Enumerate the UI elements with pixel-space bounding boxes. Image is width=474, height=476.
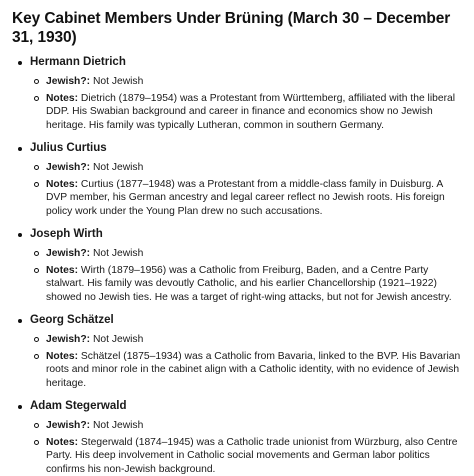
- jewish-status: [30, 247, 466, 261]
- jewish-value: Not Jewish: [93, 76, 143, 87]
- jewish-status: [30, 75, 466, 89]
- notes-label: Notes:: [46, 437, 78, 448]
- member-details: [30, 333, 466, 390]
- notes-text: Stegerwald (1874–1945) was a Catholic trade unionist from Würzburg, also Centre Party. His deep involvement in Catholic social movements and German labor politics confirms his non-Jewish background.: [46, 437, 458, 475]
- member-name: Adam Stegerwald: [30, 399, 466, 414]
- jewish-status: [30, 419, 466, 433]
- jewish-label: Jewish?:: [46, 76, 90, 87]
- notes-label: Notes:: [46, 179, 78, 190]
- member-details: [30, 161, 466, 218]
- jewish-status: [30, 333, 466, 347]
- notes-text: Curtius (1877–1948) was a Protestant from a middle-class family in Duisburg. A DVP member, his German ancestry and legal career reflect no Jewish roots. His foreign policy work under the Young Plan drew no such accusations.: [46, 179, 445, 217]
- member-item: [12, 227, 466, 304]
- member-details: [30, 75, 466, 132]
- jewish-label: Jewish?:: [46, 162, 90, 173]
- notes-label: Notes:: [46, 265, 78, 276]
- notes: [30, 436, 466, 476]
- jewish-status: [30, 161, 466, 175]
- member-details: [30, 247, 466, 304]
- notes: [30, 92, 466, 133]
- notes-text: Schätzel (1875–1934) was a Catholic from Bavaria, linked to the BVP. His Bavarian roots and minor role in the cabinet align with a Catholic identity, with no evidence of Jewish heritage.: [46, 351, 460, 389]
- jewish-value: Not Jewish: [93, 248, 143, 259]
- notes-text: Wirth (1879–1956) was a Catholic from Freiburg, Baden, and a Centre Party stalwart. His family was devoutly Catholic, and his earlier Chancellorship (1921–1922) showed no Jewish ties. He was a target of right-wing attacks, but not for Jewish ancestry.: [46, 265, 452, 303]
- member-details: [30, 419, 466, 476]
- jewish-value: Not Jewish: [93, 334, 143, 345]
- notes: [30, 350, 466, 391]
- member-name: Georg Schätzel: [30, 313, 466, 328]
- jewish-label: Jewish?:: [46, 420, 90, 431]
- jewish-value: Not Jewish: [93, 420, 143, 431]
- jewish-value: Not Jewish: [93, 162, 143, 173]
- member-name: Julius Curtius: [30, 141, 466, 156]
- notes-text: Dietrich (1879–1954) was a Protestant from Württemberg, affiliated with the liberal DDP. His Swabian background and career in finance and economics show no Jewish heritage. His family was typically Lutheran, common in southern Germany.: [46, 93, 455, 131]
- page-title: Key Cabinet Members Under Brüning (March 30 – December 31, 1930): [12, 9, 466, 47]
- notes-label: Notes:: [46, 351, 78, 362]
- member-item: [12, 313, 466, 390]
- member-item: [12, 141, 466, 218]
- member-name: Hermann Dietrich: [30, 55, 466, 70]
- jewish-label: Jewish?:: [46, 334, 90, 345]
- member-item: [12, 399, 466, 476]
- notes: [30, 264, 466, 305]
- notes: [30, 178, 466, 219]
- jewish-label: Jewish?:: [46, 248, 90, 259]
- member-name: Joseph Wirth: [30, 227, 466, 242]
- member-item: [12, 55, 466, 132]
- member-list: [12, 55, 466, 476]
- notes-label: Notes:: [46, 93, 78, 104]
